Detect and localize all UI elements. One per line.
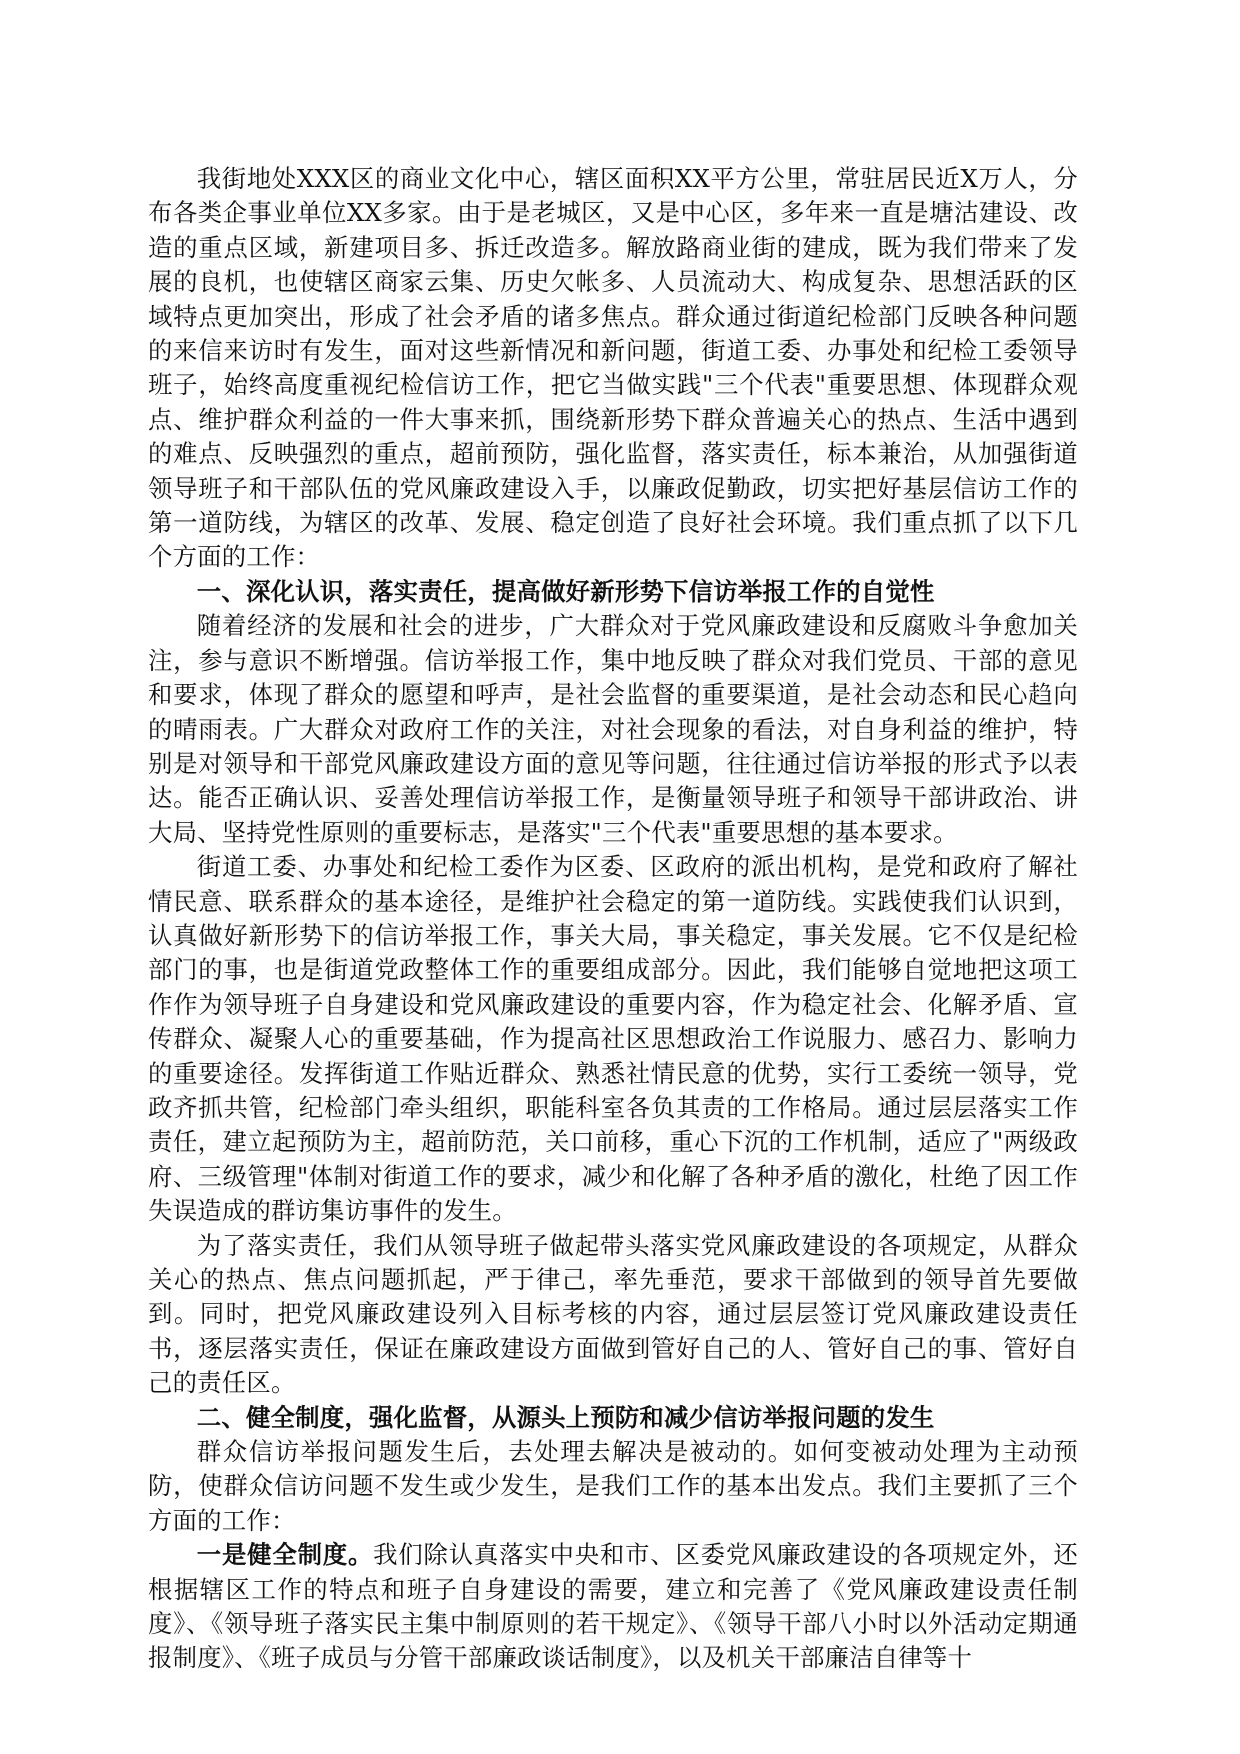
section-1-paragraph-1: 随着经济的发展和社会的进步，广大群众对于党风廉政建设和反腐败斗争愈加关注，参与意识不断增强。信访举报工作，集中地反映了群众对我们党员、干部的意见和要求，体现了群众的愿望和呼声，是社会监督的重要渠道，是社会动态和民心趋向的晴雨表。广大群众对政府工作的关注，对社会现象的看法，对自身利益的维护，特别是对领导和干部党风廉政建设方面的意见等问题，往往通过信访举报的形式予以表达。能否正确认识、妥善处理信访举报工作，是衡量领导班子和领导干部讲政治、讲大局、坚持党性原则的重要标志，是落实"三个代表"重要思想的基本要求。 xyxy=(148,611,1078,847)
section-1-paragraph-3: 为了落实责任，我们从领导班子做起带头落实党风廉政建设的各项规定，从群众关心的热点、焦点问题抓起，严于律己，率先垂范，要求干部做到的领导首先要做到。同时，把党风廉政建设列入目标考核的内容，通过层层签订党风廉政建设责任书，逐层落实责任，保证在廉政建设方面做到管好自己的人、管好自己的事、管好自己的责任区。 xyxy=(148,1230,1078,1398)
section-heading-2: 二、健全制度，强化监督，从源头上预防和减少信访举报问题的发生 xyxy=(196,1402,935,1432)
paragraph-body-text: 我们除认真落实中央和市、区委党风廉政建设的各项规定外，还根据辖区工作的特点和班子自身建设的需要，建立和完善了《党风廉政建设责任制度》、《领导班子落实民主集中制原则的若干规定》、《领导干部八小时以外活动定期通报制度》、《班子成员与分管干部廉政谈话制度》，以及机关干部廉洁自律等十 xyxy=(148,1540,1078,1673)
section-1-paragraph-2: 街道工委、办事处和纪检工委作为区委、区政府的派出机构，是党和政府了解社情民意、联系群众的基本途径，是维护社会稳定的第一道防线。实践使我们认识到，认真做好新形势下的信访举报工作，事关大局，事关稳定，事关发展。它不仅是纪检部门的事，也是街道党政整体工作的重要组成部分。因此，我们能够自觉地把这项工作作为领导班子自身建设和党风廉政建设的重要内容，作为稳定社会、化解矛盾、宣传群众、凝聚人心的重要基础，作为提高社区思想政治工作说服力、感召力、影响力的重要途径。发挥街道工作贴近群众、熟悉社情民意的优势，实行工委统一领导，党政齐抓共管，纪检部门牵头组织，职能科室各负其责的工作格局。通过层层落实工作责任，建立起预防为主，超前防范，关口前移，重心下沉的工作机制，适应了"两级政府、三级管理"体制对街道工作的要求，减少和化解了各种矛盾的激化，杜绝了因工作失误造成的群访集访事件的发生。 xyxy=(148,852,1078,1226)
section-2-paragraph-1: 群众信访举报问题发生后，去处理去解决是被动的。如何变被动处理为主动预防，使群众信访问题不发生或少发生，是我们工作的基本出发点。我们主要抓了三个方面的工作： xyxy=(148,1437,1078,1535)
document-page xyxy=(148,162,1078,1676)
section-heading-1: 一、深化认识，落实责任，提高做好新形势下信访举报工作的自觉性 xyxy=(196,576,935,606)
section-2-paragraph-2 xyxy=(148,1538,1078,1676)
paragraph-lead-phrase: 一是健全制度。 xyxy=(196,1540,374,1570)
intro-paragraph: 我街地处XXX区的商业文化中心，辖区面积XX平方公里，常驻居民近X万人，分布各类企事业单位XX多家。由于是老城区，又是中心区，多年来一直是塘沽建设、改造的重点区域，新建项目多、拆迁改造多。解放路商业街的建成，既为我们带来了发展的良机，也使辖区商家云集、历史欠帐多、人员流动大、构成复杂、思想活跃的区域特点更加突出，形成了社会矛盾的诸多焦点。群众通过街道纪检部门反映各种问题的来信来访时有发生，面对这些新情况和新问题，街道工委、办事处和纪检工委领导班子，始终高度重视纪检信访工作，把它当做实践"三个代表"重要思想、体现群众观点、维护群众利益的一件大事来抓，围绕新形势下群众普遍关心的热点、生活中遇到的难点、反映强烈的重点，超前预防，强化监督，落实责任，标本兼治，从加强街道领导班子和干部队伍的党风廉政建设入手，以廉政促勤政，切实把好基层信访工作的第一道防线，为辖区的改革、发展、稳定创造了良好社会环境。我们重点抓了以下几个方面的工作： xyxy=(148,164,1078,572)
